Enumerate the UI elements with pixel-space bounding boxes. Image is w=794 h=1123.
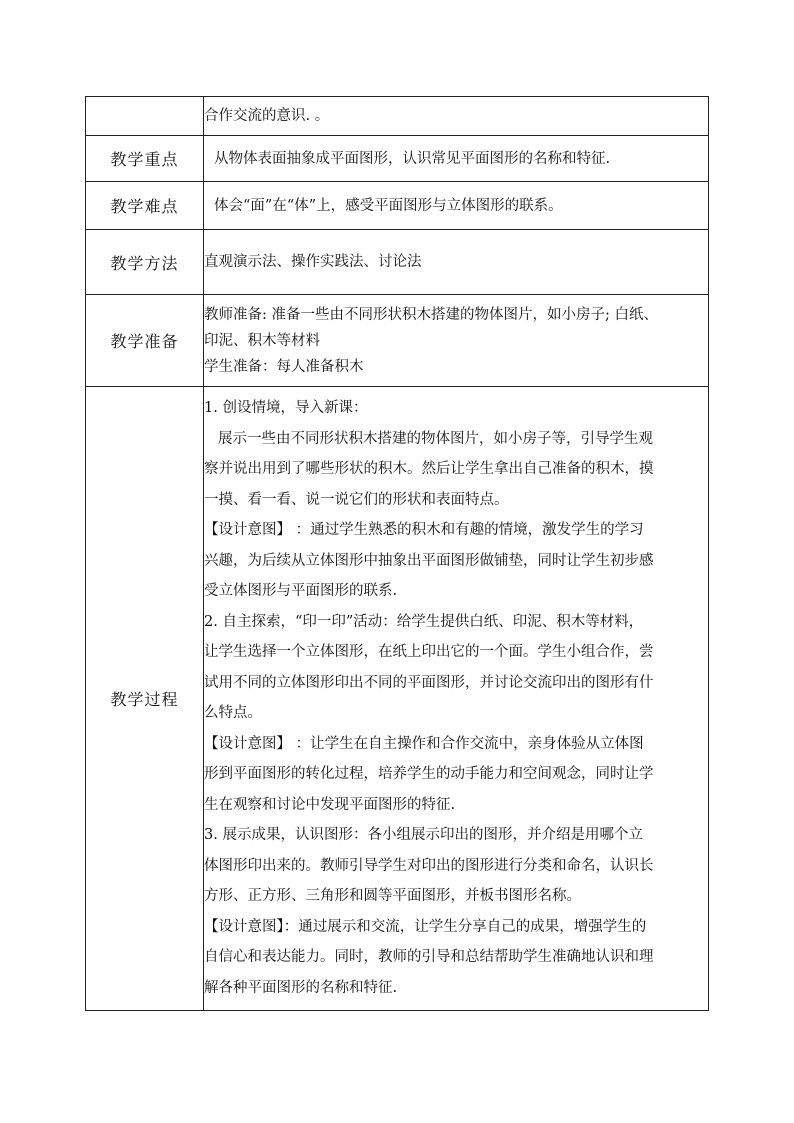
row-content-goal-continued — [204, 97, 709, 136]
text-line: 从物体表面抽象成平面图形，认识常见平面图形的名称和特征. — [214, 150, 611, 167]
row-label-blank — [86, 97, 204, 136]
text-line: 1. 创设情境，导入新课： — [204, 400, 368, 416]
text-line: 学生准备：每人准备积木 — [204, 358, 364, 375]
text-line: 合作交流的意识. 。 — [204, 108, 330, 124]
row-content-key-points — [204, 136, 709, 182]
text-line: 【设计意图】 ：让学生在自主操作和合作交流中，亲身体验从立体图 — [204, 735, 644, 752]
text-line: 自信心和表达能力。同时，教师的引导和总结帮助学生准确地认识和理 — [204, 949, 654, 965]
text-line: 形到平面图形的转化过程，培养学生的动手能力和空间观念，同时让学 — [204, 766, 654, 782]
text-line: 兴趣，为后续从立体图形中抽象出平面图形做铺垫，同时让学生初步感 — [204, 552, 654, 569]
text-line: 试用不同的立体图形印出不同的平面图形，并讨论交流印出的图形有什 — [204, 674, 654, 691]
table-row — [86, 230, 709, 295]
row-label-preparation: 教学准备 — [86, 295, 204, 387]
text-line: 受立体图形与平面图形的联系. — [204, 583, 398, 599]
text-line: 2. 自主探索，“印一印”活动：给学生提供白纸、印泥、积木等材料， — [204, 613, 644, 630]
text-line: 么特点。 — [204, 705, 262, 721]
text-line: 印泥、积木等材料 — [204, 332, 320, 349]
table-row — [86, 387, 709, 1011]
text-line: 方形、正方形、三角形和圆等平面图形，并板书图形名称。 — [204, 888, 581, 904]
text-line: 3. 展示成果，认识图形：各小组展示印出的图形，并介绍是用哪个立 — [204, 827, 643, 843]
table-row — [86, 136, 709, 182]
table-row — [86, 295, 709, 387]
text-line: 一摸、看一看、说一说它们的形状和表面特点。 — [204, 491, 509, 508]
text-line: 直观演示法、操作实践法、讨论法 — [204, 254, 422, 270]
text-line: 让学生选择一个立体图形，在纸上印出它的一个面。学生小组合作，尝 — [204, 644, 654, 660]
table-row — [86, 182, 709, 230]
text-line: 【设计意图】 ：通过学生熟悉的积木和有趣的情境，激发学生的学习 — [204, 522, 644, 538]
text-line: 体会“面”在“体”上，感受平面图形与立体图形的联系。 — [214, 197, 563, 214]
text-line: 体图形印出来的。教师引导学生对印出的图形进行分类和命名，认识长 — [204, 857, 654, 874]
row-content-process — [204, 387, 709, 1011]
row-label-methods: 教学方法 — [86, 230, 204, 295]
row-content-methods — [204, 230, 709, 295]
text-line: 生在观察和讨论中发现平面图形的特征. — [204, 796, 456, 813]
text-line: 教师准备: 准备一些由不同形状积木搭建的物体图片，如小房子; 白纸、 — [204, 306, 658, 323]
lesson-plan-table — [85, 96, 709, 1011]
text-line: 察并说出用到了哪些形状的积木。然后让学生拿出自己准备的积木，摸 — [204, 461, 654, 477]
row-label-process: 教学过程 — [86, 387, 204, 1011]
table-row — [86, 97, 709, 136]
text-line: 解各种平面图形的名称和特征. — [204, 979, 398, 996]
row-content-difficulties — [204, 182, 709, 230]
row-label-difficulties: 教学难点 — [86, 182, 204, 230]
row-content-preparation — [204, 295, 709, 387]
row-label-key-points: 教学重点 — [86, 136, 204, 182]
text-line: 展示一些由不同形状积木搭建的物体图片，如小房子等，引导学生观 — [218, 430, 653, 447]
text-line: 【设计意图】：通过展示和交流，让学生分享自己的成果，增强学生的 — [204, 918, 647, 935]
